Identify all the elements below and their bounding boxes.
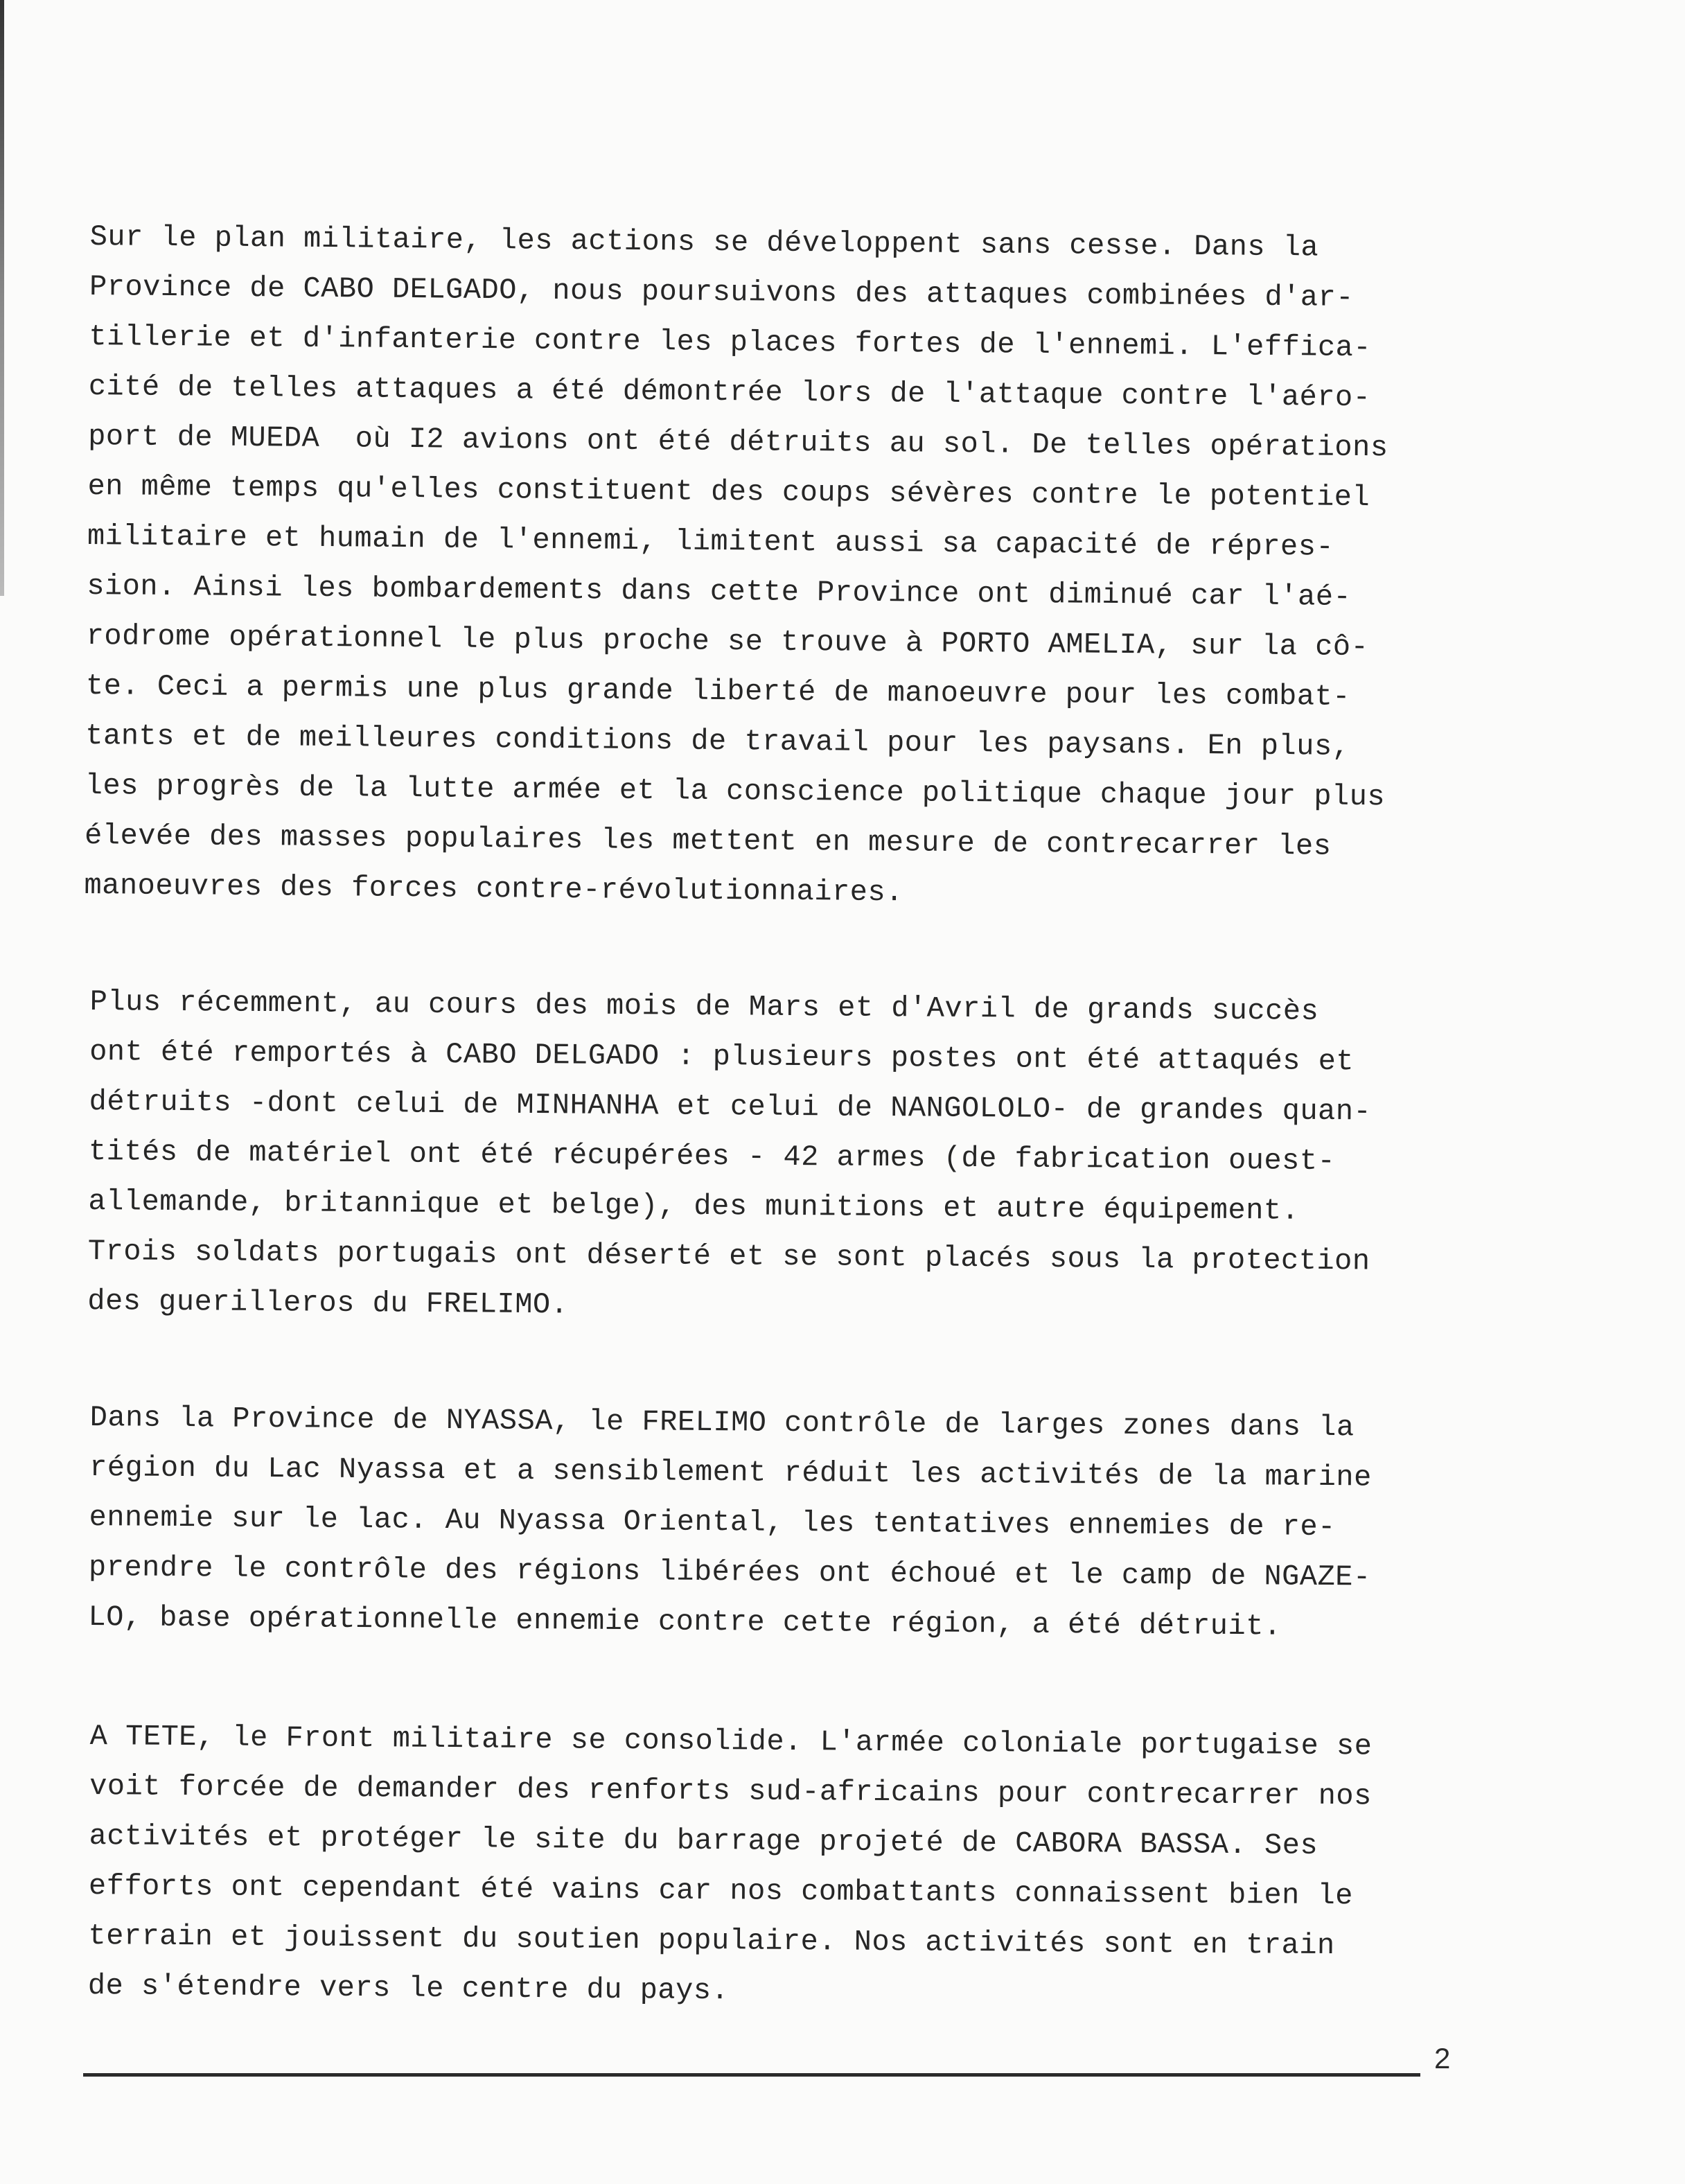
text-line: Dans la Province de NYASSA, le FRELIMO contrôle de larges zones dans la bbox=[89, 1400, 1355, 1445]
text-line: te. Ceci a permis une plus grande liberté de manoeuvre pour les combat- bbox=[85, 669, 1351, 714]
text-line: militaire et humain de l'ennemi, limitent aussi sa capacité de répres- bbox=[87, 519, 1334, 564]
text-line: de s'étendre vers le centre du pays. bbox=[87, 1969, 730, 2008]
text-line: Sur le plan militaire, les actions se développent sans cesse. Dans la bbox=[89, 220, 1319, 265]
text-line: allemande, britannique et belge), des munitions et autre équipement. bbox=[88, 1184, 1300, 1228]
paragraph-nyassa bbox=[88, 1393, 1545, 1653]
page-number: 2 bbox=[1434, 2042, 1451, 2075]
text-line: tillerie et d'infanterie contre les places fortes de l'ennemi. L'effica- bbox=[89, 319, 1372, 365]
text-line: activités et protéger le site du barrage projeté de CABORA BASSA. Ses bbox=[89, 1819, 1318, 1862]
text-line: cité de telles attaques a été démontrée lors de l'attaque contre l'aéro- bbox=[88, 369, 1371, 415]
text-line: Province de CABO DELGADO, nous poursuivons des attaques combinées d'ar- bbox=[89, 270, 1355, 315]
text-line: ont été remportés à CABO DELGADO : plusieurs postes ont été attaqués et bbox=[89, 1034, 1355, 1079]
text-line: détruits -dont celui de MINHANHA et celui de NANGOLOLO- de grandes quan- bbox=[89, 1084, 1372, 1129]
text-line: port de MUEDA où I2 avions ont été détruits au sol. De telles opérations bbox=[87, 419, 1388, 465]
text-line: voit forcée de demander des renforts sud-africains pour contrecarrer nos bbox=[89, 1769, 1372, 1813]
scan-edge-shadow bbox=[0, 0, 4, 596]
text-line: Trois soldats portugais ont déserté et se sont placés sous la protection bbox=[87, 1234, 1370, 1278]
text-line: élevée des masses populaires les mettent en mesure de contrecarrer les bbox=[84, 818, 1332, 863]
text-line: A TETE, le Front militaire se consolide. L'armée coloniale portugaise se bbox=[89, 1719, 1373, 1763]
text-line: région du Lac Nyassa et a sensiblement réduit les activités de la marine bbox=[89, 1450, 1372, 1495]
text-line: efforts ont cependant été vains car nos combattants connaissent bien le bbox=[88, 1869, 1354, 1913]
text-line: les progrès de la lutte armée et la conscience politique chaque jour plus bbox=[85, 768, 1386, 814]
text-line: manoeuvres des forces contre-révolutionnaires. bbox=[84, 868, 904, 910]
paragraph-military-plan bbox=[84, 212, 1545, 923]
text-line: Plus récemment, au cours des mois de Mars et d'Avril de grands succès bbox=[89, 985, 1319, 1028]
text-line: LO, base opérationnelle ennemie contre cette région, a été détruit. bbox=[88, 1600, 1282, 1644]
footer-rule bbox=[83, 2073, 1420, 2077]
text-line: terrain et jouissent du soutien populaire. Nos activités sont en train bbox=[88, 1919, 1335, 1963]
text-line: prendre le contrôle des régions libérées ont échoué et le camp de NGAZE- bbox=[88, 1550, 1371, 1594]
text-line: tants et de meilleures conditions de travail pour les paysans. En plus, bbox=[85, 719, 1350, 764]
text-line: rodrome opérationnel le plus proche se trouve à PORTO AMELIA, sur la cô- bbox=[86, 619, 1369, 664]
text-line: sion. Ainsi les bombardements dans cette Province ont diminué car l'aé- bbox=[87, 569, 1352, 614]
text-line: des guerilleros du FRELIMO. bbox=[87, 1284, 569, 1322]
paragraph-recent-successes bbox=[87, 977, 1545, 1337]
text-line: tités de matériel ont été récupérées - 42 armes (de fabrication ouest- bbox=[88, 1134, 1336, 1179]
text-line: ennemie sur le lac. Au Nyassa Oriental, les tentatives ennemies de re- bbox=[89, 1500, 1336, 1544]
text-line: en même temps qu'elles constituent des coups sévères contre le potentiel bbox=[87, 469, 1370, 515]
paragraph-tete bbox=[88, 1711, 1545, 2022]
